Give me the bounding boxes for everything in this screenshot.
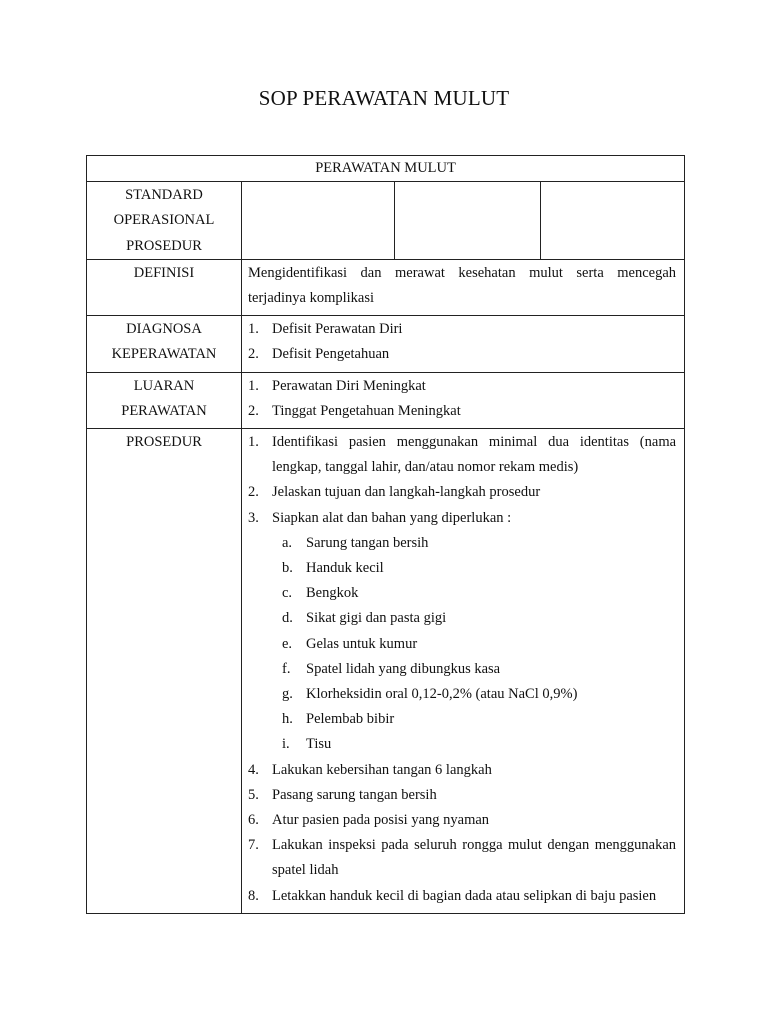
list-item: 1. Identifikasi pasien menggunakan minimal dua identitas (nama lengkap, tanggal lahir, dan/atau nomor rekam medis) xyxy=(248,434,677,476)
definisi-text: Mengidentifikasi dan merawat kesehatan mulut serta mencegah terjadinya komplikasi xyxy=(242,259,685,315)
materials-list xyxy=(282,531,676,758)
list-item: 5. Pasang sarung tangan bersih xyxy=(248,786,437,803)
diagnosa-row xyxy=(87,316,685,372)
standard-line-3: PROSEDUR xyxy=(126,237,202,254)
luaran-content xyxy=(242,372,685,428)
list-item: 1. Perawatan Diri Meningkat xyxy=(248,377,426,394)
diagnosa-label xyxy=(87,316,242,372)
page-title: SOP PERAWATAN MULUT xyxy=(258,86,510,110)
list-item: 3. Siapkan alat dan bahan yang diperlukan : a. Sarung tangan bersih b. Handuk kecil c. Bengkok d. Sikat gigi dan pasta gigi e. Gelas untuk kumur f. Spatel lidah yang dibungkus kasa g. Klorheksidin oral 0,12-0,2% (atau NaCl 0,9%) h. Pelembab bibir i. Tisu xyxy=(248,506,676,758)
list-item: 1. Defisit Perawatan Diri xyxy=(248,321,403,338)
table-header: PERAWATAN MULUT xyxy=(87,156,685,182)
list-item: e. Gelas untuk kumur xyxy=(282,635,418,652)
definisi-row xyxy=(87,259,685,315)
prosedur-row xyxy=(87,429,685,914)
standard-label xyxy=(87,182,242,260)
list-item: d. Sikat gigi dan pasta gigi xyxy=(282,610,447,627)
list-item: i. Tisu xyxy=(282,736,332,753)
prosedur-content xyxy=(242,429,685,914)
diagnosa-label-line-1: DIAGNOSA xyxy=(126,321,202,338)
list-item: 8. Letakkan handuk kecil di bagian dada atau selipkan di baju pasien xyxy=(248,887,657,904)
blank-cell-2 xyxy=(395,182,541,260)
list-item: b. Handuk kecil xyxy=(282,560,384,577)
list-item: f. Spatel lidah yang dibungkus kasa xyxy=(282,660,501,677)
standard-row xyxy=(87,182,685,260)
luaran-label-line-2: PERAWATAN xyxy=(121,402,207,419)
list-item: 2. Tinggat Pengetahuan Meningkat xyxy=(248,402,461,419)
list-item: 2. Defisit Pengetahuan xyxy=(248,346,390,363)
standard-line-1: STANDARD xyxy=(125,187,203,204)
list-item: 4. Lakukan kebersihan tangan 6 langkah xyxy=(248,761,492,778)
list-item: 7. Lakukan inspeksi pada seluruh rongga mulut dengan menggunakan spatel lidah xyxy=(248,837,677,879)
list-item: c. Bengkok xyxy=(282,585,359,602)
list-item: 6. Atur pasien pada posisi yang nyaman xyxy=(248,812,490,829)
luaran-label xyxy=(87,372,242,428)
table-header-row xyxy=(87,156,685,182)
luaran-row xyxy=(87,372,685,428)
prosedur-label: PROSEDUR xyxy=(87,429,242,914)
blank-cell-3 xyxy=(541,182,685,260)
list-item: h. Pelembab bibir xyxy=(282,711,395,728)
diagnosa-content xyxy=(242,316,685,372)
luaran-label-line-1: LUARAN xyxy=(133,377,195,394)
blank-cell-1 xyxy=(242,182,395,260)
sop-table xyxy=(86,155,685,914)
list-item: 2. Jelaskan tujuan dan langkah-langkah prosedur xyxy=(248,484,541,501)
standard-line-2: OPERASIONAL xyxy=(113,212,215,229)
list-item: a. Sarung tangan bersih xyxy=(282,534,429,551)
diagnosa-label-line-2: KEPERAWATAN xyxy=(111,346,217,363)
list-item: g. Klorheksidin oral 0,12-0,2% (atau NaCl 0,9%) xyxy=(282,686,578,703)
definisi-label: DEFINISI xyxy=(87,259,242,315)
